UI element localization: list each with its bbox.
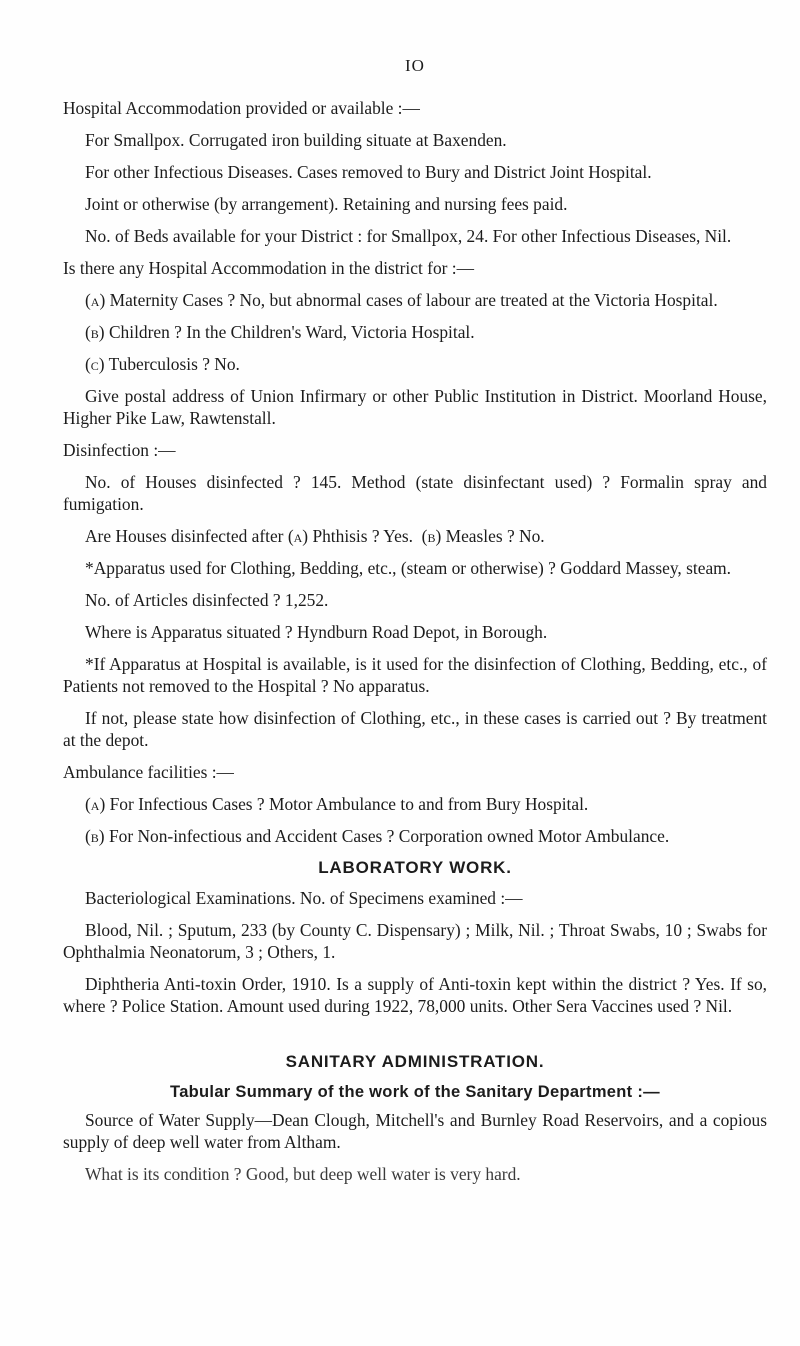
children-paragraph	[63, 321, 767, 343]
item-label-c: (c)	[85, 354, 105, 374]
water-condition-paragraph: What is its condition ? Good, but deep well water is very hard.	[85, 1164, 521, 1184]
maternity-text: Maternity Cases ? No, but abnormal cases of labour are treated at the Victoria Hospital.	[109, 290, 718, 310]
item-label-a: (a)	[85, 290, 106, 310]
postal-address-paragraph: Give postal address of Union Infirmary or other Public Institution in District. Moorland House, Higher Pike Law, Rawtenstall.	[63, 386, 767, 428]
disinfected-after-text-2: Phthisis ? Yes.	[312, 526, 413, 546]
item-label-b: (b)	[85, 322, 105, 342]
tuberculosis-text: Tuberculosis ? No.	[108, 354, 240, 374]
ambulance-non-infectious-text: For Non-infectious and Accident Cases ? Corporation owned Motor Ambulance.	[108, 826, 670, 846]
laboratory-heading: LABORATORY WORK.	[318, 858, 512, 877]
sanitary-heading: SANITARY ADMINISTRATION.	[285, 1052, 545, 1071]
ambulance-heading: Ambulance facilities :—	[63, 762, 234, 782]
tuberculosis-paragraph	[63, 353, 767, 375]
diphtheria-paragraph: Diphtheria Anti-toxin Order, 1910. Is a supply of Anti-toxin kept within the district ? Yes. If so, where ? Police Station. Amount used during 1922, 78,000 units. Other Sera Vaccines used ? Nil.	[63, 974, 767, 1016]
hospital-apparatus-paragraph: *If Apparatus at Hospital is available, is it used for the disinfection of Clothing, Bedding, etc., of Patients not removed to the Hospital ? No apparatus.	[63, 654, 767, 696]
specimens-paragraph: Blood, Nil. ; Sputum, 233 (by County C. Dispensary) ; Milk, Nil. ; Throat Swabs, 10 ; Swabs for Ophthalmia Neonatorum, 3 ; Others, 1.	[63, 920, 767, 962]
smallpox-paragraph: For Smallpox. Corrugated iron building situate at Baxenden.	[85, 130, 507, 150]
ambulance-infectious-text: For Infectious Cases ? Motor Ambulance to and from Bury Hospital.	[109, 794, 589, 814]
accommodation-question: Is there any Hospital Accommodation in the district for :—	[63, 258, 475, 278]
disinfected-after-text-3: Measles ? No.	[445, 526, 545, 546]
beds-paragraph: No. of Beds available for your District : for Smallpox, 24. For other Infectious Diseases, Nil.	[85, 226, 732, 246]
page-number: IO	[405, 56, 425, 75]
maternity-paragraph	[63, 289, 767, 311]
disinfected-after-text-1: Are Houses disinfected after	[85, 526, 284, 546]
item-label-b: (b)	[85, 826, 105, 846]
hospital-heading: Hospital Accommodation provided or available :—	[63, 98, 420, 118]
item-label-a: (a)	[287, 526, 309, 546]
item-label-b: (b)	[421, 526, 442, 546]
ambulance-non-infectious-paragraph	[63, 825, 767, 847]
joint-paragraph: Joint or otherwise (by arrangement). Retaining and nursing fees paid.	[85, 194, 568, 214]
bacteriological-paragraph: Bacteriological Examinations. No. of Specimens examined :—	[85, 888, 523, 908]
tabular-summary-heading: Tabular Summary of the work of the Sanitary Department :—	[170, 1083, 660, 1101]
articles-paragraph: No. of Articles disinfected ? 1,252.	[85, 590, 329, 610]
other-infectious-paragraph: For other Infectious Diseases. Cases removed to Bury and District Joint Hospital.	[85, 162, 652, 182]
water-supply-paragraph: Source of Water Supply—Dean Clough, Mitchell's and Burnley Road Reservoirs, and a copious supply of deep well water from Altham.	[63, 1110, 767, 1152]
apparatus-situated-paragraph: Where is Apparatus situated ? Hyndburn Road Depot, in Borough.	[85, 622, 548, 642]
apparatus-paragraph: *Apparatus used for Clothing, Bedding, etc., (steam or otherwise) ? Goddard Massey, steam.	[85, 558, 732, 578]
disinfection-heading: Disinfection :—	[63, 440, 176, 460]
houses-disinfected-paragraph: No. of Houses disinfected ? 145. Method (state disinfectant used) ? Formalin spray and fumigation.	[63, 472, 767, 514]
page-content	[63, 97, 767, 1195]
ambulance-infectious-paragraph	[63, 793, 767, 815]
item-label-a: (a)	[85, 794, 106, 814]
children-text: Children ? In the Children's Ward, Victoria Hospital.	[108, 322, 475, 342]
disinfected-after-paragraph	[63, 525, 767, 547]
if-not-paragraph: If not, please state how disinfection of Clothing, etc., in these cases is carried out ? By treatment at the depot.	[63, 708, 767, 750]
